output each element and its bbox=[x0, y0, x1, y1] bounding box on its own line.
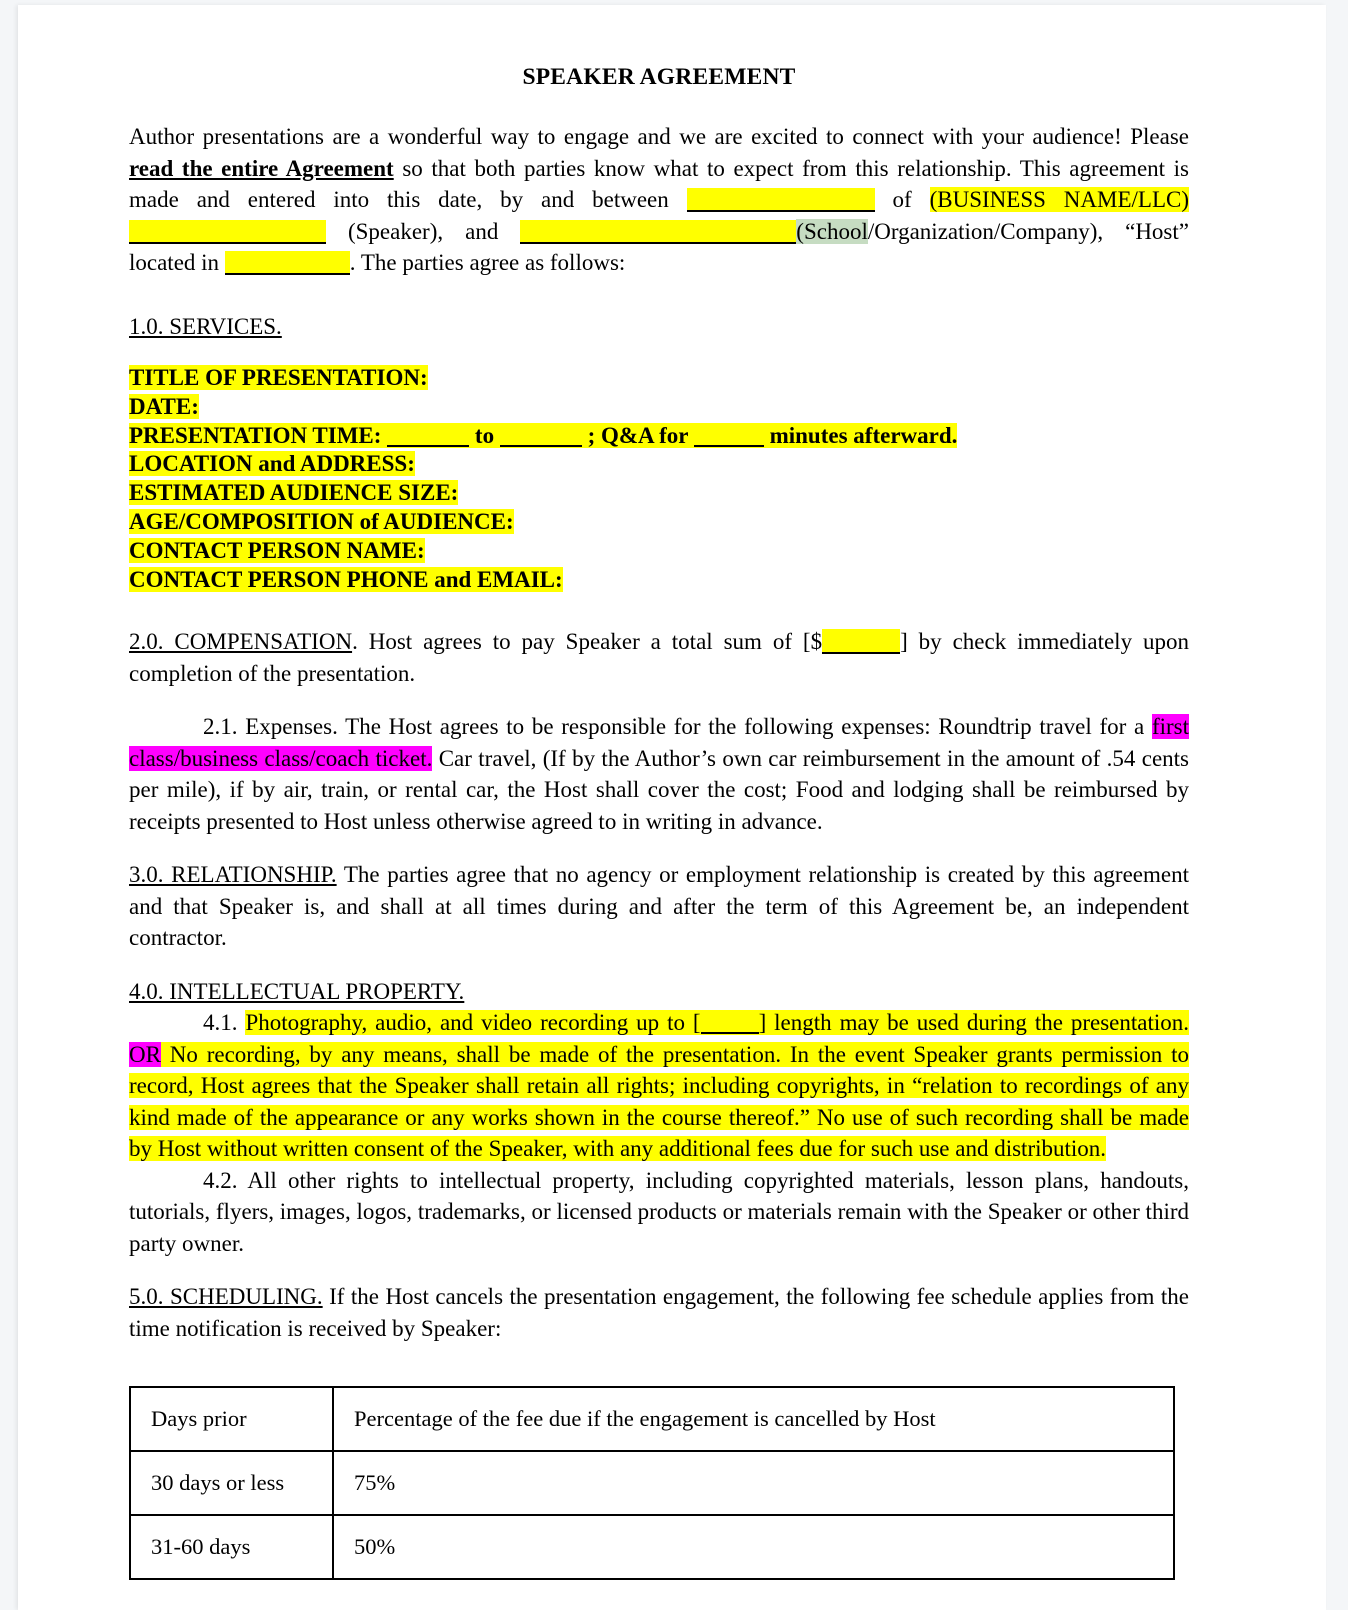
business-entity-blank[interactable] bbox=[129, 220, 326, 244]
field-contact-person-name bbox=[129, 537, 1189, 566]
compensation-text-b: ] by check immediately upon completion of the presentation. bbox=[129, 629, 1189, 686]
recording-text-c: No recording, by any means, shall be made of the presentation. In the event Speaker grants permission to record, Host agrees that the Speaker shall retain all rights; including copyrights, in “relation to recordings of any kind made of the appearance or any works shown in the course thereof.” No use of such recording shall be made by Host without written consent of the Speaker, with any additional fees due for such use and distribution. bbox=[129, 1041, 1189, 1162]
subsection-4-2-body: 4.2. All other rights to intellectual property, including copyrighted materials, lesson plans, handouts, tutorials, flyers, images, logos, trademarks, or licensed products or materials remain with the Speaker or other third party owner. bbox=[129, 1167, 1189, 1256]
field-label: CONTACT PERSON NAME: bbox=[129, 537, 425, 563]
table-row bbox=[130, 1515, 1174, 1579]
spacer bbox=[129, 342, 1189, 364]
compensation-text-a: . Host agrees to pay Speaker a total sum of [$ bbox=[352, 629, 823, 655]
speaker-label: (Speaker), and bbox=[326, 218, 521, 244]
field-location-and-address bbox=[129, 450, 1189, 479]
speaker-name-blank[interactable] bbox=[687, 188, 875, 212]
field-label: LOCATION and ADDRESS: bbox=[129, 451, 415, 477]
subsection-4-2 bbox=[129, 1165, 1189, 1260]
spacer bbox=[129, 837, 1189, 859]
spacer bbox=[129, 954, 1189, 976]
field-connector-to: to bbox=[469, 422, 500, 448]
field-suffix: minutes afterward. bbox=[763, 422, 958, 448]
intro-paragraph bbox=[129, 121, 1189, 279]
business-name-placeholder: (BUSINESS NAME/LLC) bbox=[929, 187, 1189, 212]
host-organization-blank[interactable] bbox=[520, 220, 796, 244]
field-label: AGE/COMPOSITION of AUDIENCE: bbox=[129, 508, 514, 534]
table-cell-percent-1: 75% bbox=[333, 1451, 1174, 1515]
presentation-end-time-blank[interactable] bbox=[500, 427, 582, 447]
section-2-heading-text: 2.0. COMPENSATION bbox=[129, 629, 353, 655]
intro-text-3: of bbox=[874, 187, 930, 212]
presentation-start-time-blank[interactable] bbox=[387, 427, 469, 447]
intro-text-1: Author presentations are a wonderful way to engage and we are excited to connect with your audience! Please bbox=[129, 124, 1189, 149]
section-compensation bbox=[129, 626, 1189, 689]
field-label: CONTACT PERSON PHONE and EMAIL: bbox=[129, 566, 563, 592]
table-cell-days-1: 30 days or less bbox=[130, 1451, 333, 1515]
services-fields-list bbox=[129, 364, 1189, 594]
field-contact-person-phone-and-email bbox=[129, 566, 1189, 595]
section-relationship bbox=[129, 859, 1189, 954]
field-connector-qa: ; Q&A for bbox=[581, 422, 694, 448]
spacer bbox=[129, 594, 1189, 626]
scheduling-body: If the Host cancels the presentation engagement, the following fee schedule applies from the time notification is received by Speaker: bbox=[129, 1284, 1189, 1341]
recording-length-wrap bbox=[701, 1010, 759, 1035]
expenses-text-b: Car travel, (If by the Author’s own car reimbursement in the amount of .54 cents per mile), if by air, train, or rental car, the Host shall cover the cost; Food and lodging shall be reimbursed by receipts presented to Host unless otherwise agreed to in writing in advance. bbox=[129, 745, 1189, 834]
relationship-body: The parties agree that no agency or employment relationship is created by this agreement and that Speaker is, and shall at all times during and after the term of this Agreement be, an independent contractor. bbox=[129, 862, 1189, 951]
section-1-heading-text: 1.0. SERVICES. bbox=[129, 313, 282, 339]
subsection-2-1-number: 2.1. Expenses. bbox=[203, 714, 346, 740]
subsection-4-1 bbox=[129, 1007, 1189, 1165]
subsection-4-1-number: 4.1. bbox=[203, 1010, 246, 1036]
section-heading-intellectual-property bbox=[129, 976, 1189, 1008]
field-age-composition-of-audience bbox=[129, 508, 1189, 537]
spacer bbox=[129, 279, 1189, 311]
field-estimated-audience-size bbox=[129, 479, 1189, 508]
or-option-highlight: OR bbox=[129, 1041, 161, 1067]
table-cell-percent-2: 50% bbox=[333, 1515, 1174, 1579]
expenses-text-a: The Host agrees to be responsible for the following expenses: Roundtrip travel for a bbox=[345, 714, 1152, 740]
spacer bbox=[129, 1259, 1189, 1281]
intro-text-2: so that both parties know what to expect from this relationship. This agreement is made and entered into this date, by and between bbox=[129, 155, 1190, 212]
cancellation-fee-table bbox=[129, 1386, 1175, 1580]
field-presentation-time bbox=[129, 422, 1189, 451]
field-date bbox=[129, 393, 1189, 422]
table-row bbox=[130, 1451, 1174, 1515]
table-row bbox=[130, 1387, 1174, 1451]
spacer bbox=[129, 689, 1189, 711]
section-expenses bbox=[129, 711, 1189, 837]
section-4-heading-text: 4.0. INTELLECTUAL PROPERTY. bbox=[129, 978, 465, 1004]
school-word-highlight: (School bbox=[796, 218, 868, 244]
section-heading-services bbox=[129, 311, 1189, 343]
table-cell-days-2: 31-60 days bbox=[130, 1515, 333, 1579]
table-header-percentage: Percentage of the fee due if the engagement is cancelled by Host bbox=[333, 1387, 1174, 1451]
field-label: ESTIMATED AUDIENCE SIZE: bbox=[129, 480, 459, 506]
recording-length-blank[interactable] bbox=[701, 1014, 759, 1034]
field-label: PRESENTATION TIME: bbox=[129, 422, 388, 448]
document-page bbox=[18, 5, 1326, 1610]
recording-text-b: ] length may be used during the presentation. bbox=[758, 1010, 1190, 1036]
ticket-class-highlight: first class/business class/coach ticket. bbox=[129, 714, 1189, 771]
location-blank[interactable] bbox=[225, 251, 350, 275]
compensation-amount-wrap bbox=[822, 629, 900, 654]
field-label: DATE: bbox=[129, 393, 199, 419]
qa-minutes-blank[interactable] bbox=[694, 427, 764, 447]
read-entire-agreement-emphasis: read the entire Agreement bbox=[129, 155, 394, 181]
compensation-amount-blank[interactable] bbox=[822, 630, 900, 654]
table-header-days-prior: Days prior bbox=[130, 1387, 333, 1451]
field-label: TITLE OF PRESENTATION: bbox=[129, 365, 428, 390]
document-content bbox=[129, 5, 1189, 1580]
section-3-heading-text: 3.0. RELATIONSHIP. bbox=[129, 862, 337, 888]
page-title: SPEAKER AGREEMENT bbox=[522, 64, 796, 90]
field-title-of-presentation bbox=[129, 364, 1189, 393]
recording-text-a: Photography, audio, and video recording up to [ bbox=[245, 1010, 701, 1036]
section-scheduling bbox=[129, 1281, 1189, 1344]
intro-text-4: . The parties agree as follows: bbox=[349, 250, 626, 275]
org-company-text: /Organization/Company), “Host” located in bbox=[129, 218, 1189, 275]
spacer bbox=[129, 91, 1189, 121]
section-5-heading-text: 5.0. SCHEDULING. bbox=[129, 1284, 323, 1310]
